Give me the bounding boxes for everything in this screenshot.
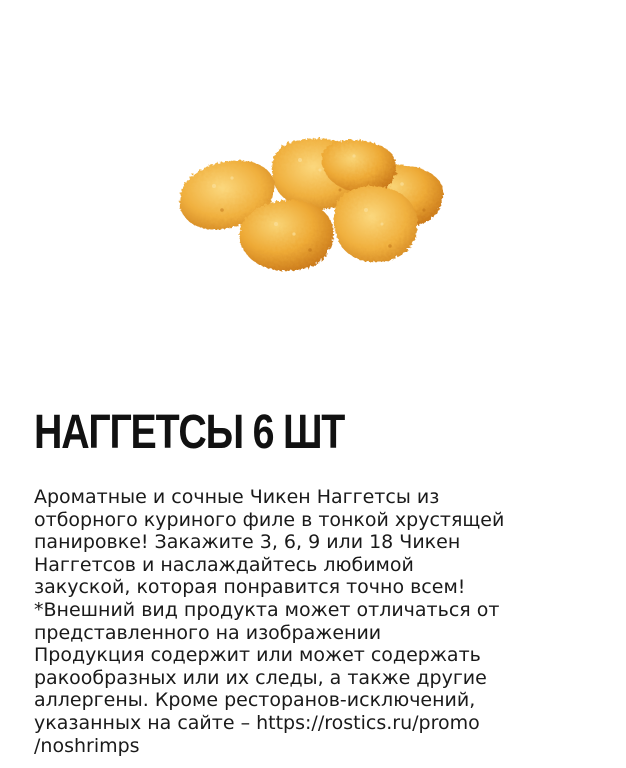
- description-line: /noshrimps: [34, 734, 140, 757]
- description-line: Ароматные и сочные Чикен Наггетсы из: [34, 486, 440, 508]
- description-line: представленного на изображении: [34, 621, 382, 644]
- description-line: ракообразных или их следы, а также другие: [34, 666, 487, 689]
- description-line: *Внешний вид продукта может отличаться от: [34, 598, 500, 621]
- description-line: панировке! Закажите 3, 6, 9 или 18 Чикен: [34, 531, 461, 554]
- description-line: закуской, которая понравится точно всем!: [34, 576, 466, 599]
- product-description: [34, 486, 614, 757]
- description-line: Наггетсов и наслаждайтесь любимой: [34, 553, 414, 576]
- chicken-nuggets-image: [170, 130, 460, 280]
- description-line: отборного куриного филе в тонкой хрустящей: [34, 508, 505, 531]
- description-line: аллергены. Кроме ресторанов-исключений,: [34, 689, 476, 712]
- product-title: НАГГЕТСЫ 6 ШТ: [34, 406, 345, 459]
- description-line: указанных на сайте – https://rostics.ru/promo: [34, 711, 480, 734]
- description-line: Продукция содержит или может содержать: [34, 644, 481, 667]
